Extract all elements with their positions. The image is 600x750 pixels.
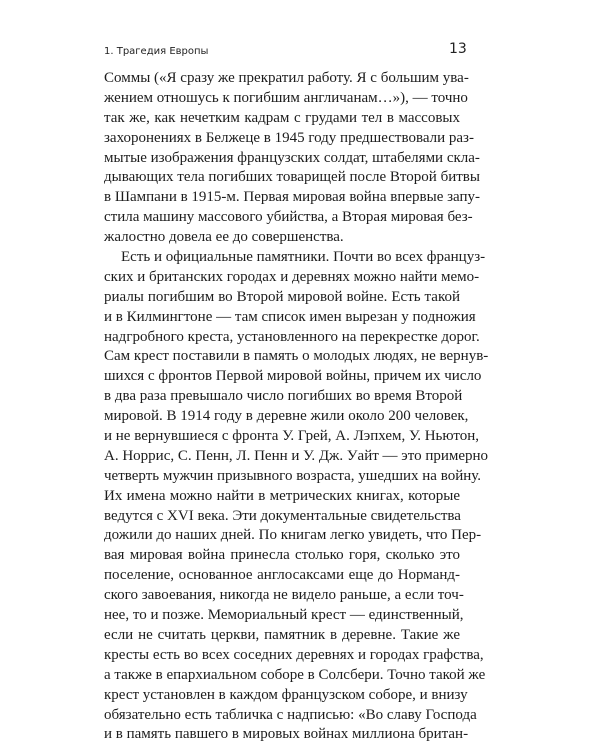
- text-line: так же, как нечетким кадрам с грудами тел в массовых: [104, 109, 460, 126]
- text-line: четверть мужчин призывного возраста, ушедших на войну.: [104, 467, 481, 484]
- text-line: А. Норрис, С. Пенн, Л. Пенн и У. Дж. Уайт — это примерно: [104, 447, 489, 464]
- text-line: шихся с фронтов Первой мировой войны, причем их число: [104, 368, 482, 385]
- text-line: дывающих тела погибших товарищей после Второй битвы: [104, 169, 480, 186]
- text-line: Есть и официальные памятники. Почти во всех француз-: [121, 249, 486, 266]
- text-line: обязательно есть табличка с надписью: «Во славу Господа: [104, 706, 477, 723]
- text-line: надгробного креста, установленного на перекрестке дорог.: [104, 328, 480, 345]
- text-line: мытые изображения французских солдат, штабелями скла-: [104, 149, 480, 166]
- text-line: Соммы («Я сразу же прекратил работу. Я с большим ува-: [104, 70, 469, 86]
- text-line: ведутся с XVI века. Эти документальные свидетельства: [104, 507, 461, 524]
- text-line: Их имена можно найти в метрических книгах, которые: [104, 487, 460, 504]
- text-line: и в Килмингтоне — там список имен вырезан у подножия: [104, 308, 476, 325]
- text-line: поселение, основанное англосаксами еще до Норманд-: [104, 567, 460, 584]
- text-line: а также в епархиальном соборе в Солсбери. Точно такой же: [104, 666, 486, 683]
- text-line: мировой. В 1914 году в деревне жили около 200 человек,: [104, 408, 469, 425]
- text-line: дожили до наших дней. По книгам легко увидеть, что Пер-: [104, 527, 482, 544]
- text-line: крест установлен в каждом французском соборе, и внизу: [104, 686, 468, 703]
- page-number: 13: [449, 41, 467, 57]
- text-line: кресты есть во всех соседних деревнях и городах графства,: [104, 646, 484, 663]
- running-head: 1. Трагедия Европы: [104, 46, 209, 57]
- text-line: и в память павшего в мировых войнах миллиона британ-: [104, 726, 469, 743]
- text-line: нее, то и позже. Мемориальный крест — единственный,: [104, 607, 464, 624]
- text-line: стила машину массового убийства, а Вторая мировая без-: [104, 209, 473, 226]
- text-line: риалы погибшим во Второй мировой войне. Есть такой: [104, 288, 460, 305]
- text-line: захоронениях в Белжеце в 1945 году предшествовали раз-: [104, 129, 474, 146]
- text-line: ского завоевания, никогда не видело раньше, а если точ-: [104, 587, 464, 604]
- text-line: ских и британских городах и деревнях можно найти мемо-: [104, 268, 480, 285]
- text-line: вая мировая война принесла столько горя, сколько это: [104, 547, 460, 564]
- text-line: и не вернувшиеся с фронта У. Грей, А. Лэпхем, У. Ньютон,: [104, 428, 480, 445]
- text-line: Сам крест поставили в память о молодых людях, не вернув-: [104, 348, 489, 365]
- text-line: в два раза превышало число погибших во время Второй: [104, 388, 463, 405]
- text-line: в Шампани в 1915-м. Первая мировая война впервые запу-: [104, 189, 481, 206]
- body-text: [104, 69, 489, 745]
- text-line: если не считать церкви, памятник в деревне. Такие же: [104, 626, 460, 643]
- text-line: жением отношусь к погибшим англичанам…»), — точно: [104, 89, 468, 106]
- text-line: жалостно довела ее до совершенства.: [104, 229, 344, 246]
